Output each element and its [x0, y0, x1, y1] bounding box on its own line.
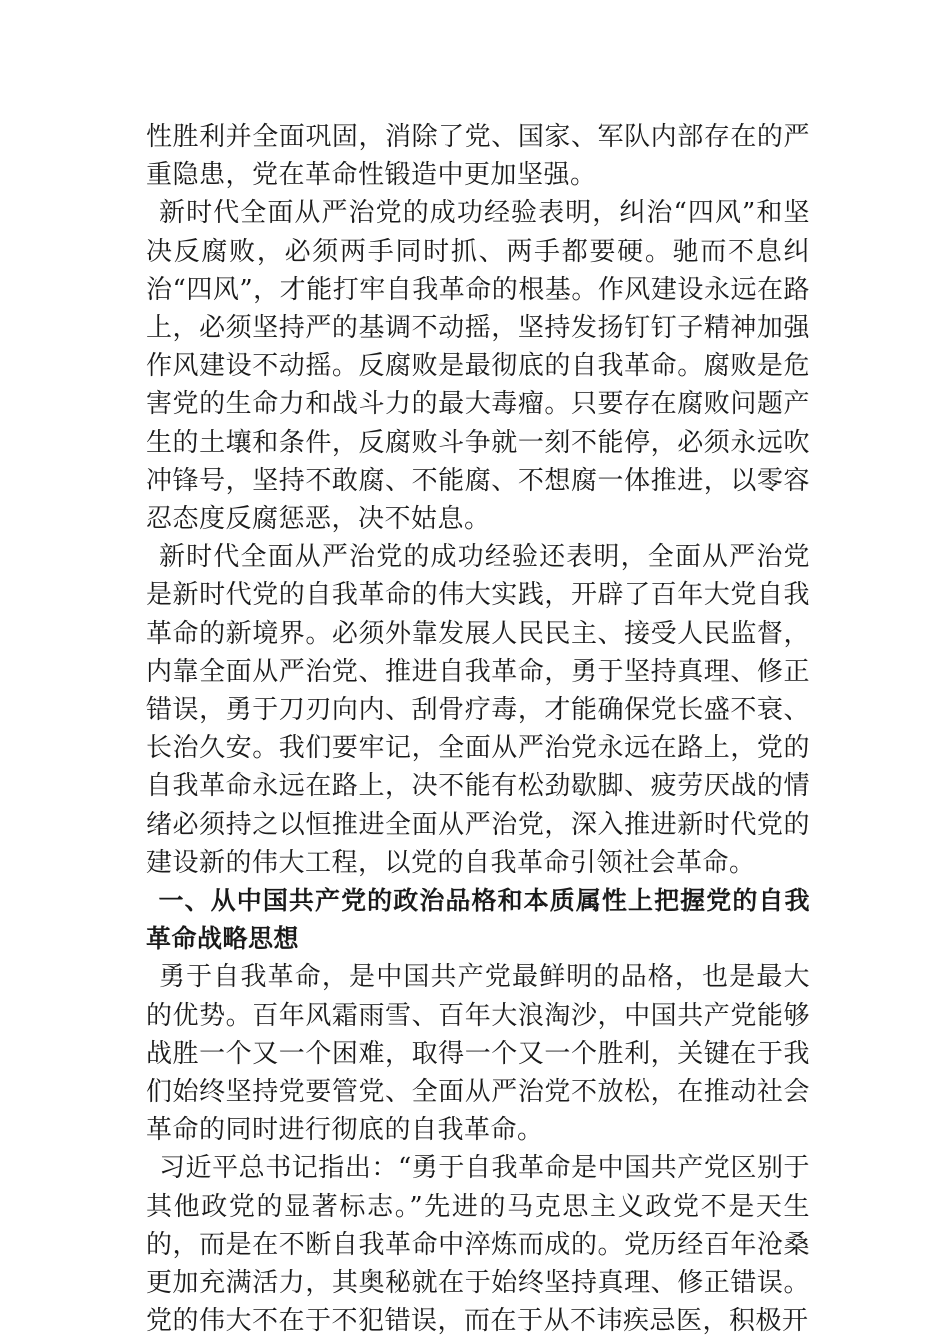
paragraph-four-winds: 新时代全面从严治党的成功经验表明，纠治“四风”和坚决反腐败，必须两手同时抓、两手都要硬。驰而不息纠治“四风”，才能打牢自我革命的根基。作风建设永远在路上，必须坚持严的基调不动摇，坚持发扬钉钉子精神加强作风建设不动摇。反腐败是最彻底的自我革命。腐败是危害党的生命力和战斗力的最大毒瘤。只要存在腐败问题产生的土壤和条件，反腐败斗争就一刻不能停，必须永远吹冲锋号，坚持不敢腐、不能腐、不想腐一体推进，以零容忍态度反腐惩恶，决不姑息。	[146, 198, 810, 535]
paragraph-xi-quote: 习近平总书记指出：“勇于自我革命是中国共产党区别于其他政党的显著标志。”先进的马克思主义政党不是天生的，而是在不断自我革命中淬炼而成的。党历经百年沧桑更加充满活力，其奥秘就在于始终坚持真理、修正错误。党的伟大不在于不犯错误，而在于从不讳疾忌医，积极开	[146, 1153, 810, 1337]
paragraph-party-character: 勇于自我革命，是中国共产党最鲜明的品格，也是最大的优势。百年风霜雨雪、百年大浪淘沙，中国共产党能够战胜一个又一个困难，取得一个又一个胜利，关键在于我们始终坚持党要管党、全面从严治党不放松，在推动社会革命的同时进行彻底的自我革命。	[146, 962, 810, 1146]
paragraph-self-revolution-practice: 新时代全面从严治党的成功经验还表明，全面从严治党是新时代党的自我革命的伟大实践，开辟了百年大党自我革命的新境界。必须外靠发展人民民主、接受人民监督，内靠全面从严治党、推进自我革命，勇于坚持真理、修正错误，勇于刀刃向内、刮骨疗毒，才能确保党长盛不衰、长治久安。我们要牢记，全面从严治党永远在路上，党的自我革命永远在路上，决不能有松劲歇脚、疲劳厌战的情绪必须持之以恒推进全面从严治党，深入推进新时代党的建设新的伟大工程，以党的自我革命引领社会革命。	[146, 542, 810, 878]
section-heading-one: 一、从中国共产党的政治品格和本质属性上把握党的自我革命战略思想	[146, 886, 810, 954]
document-page	[146, 118, 810, 1341]
paragraph-continuation: 性胜利并全面巩固，消除了党、国家、军队内部存在的严重隐患，党在革命性锻造中更加坚强。	[146, 122, 810, 191]
